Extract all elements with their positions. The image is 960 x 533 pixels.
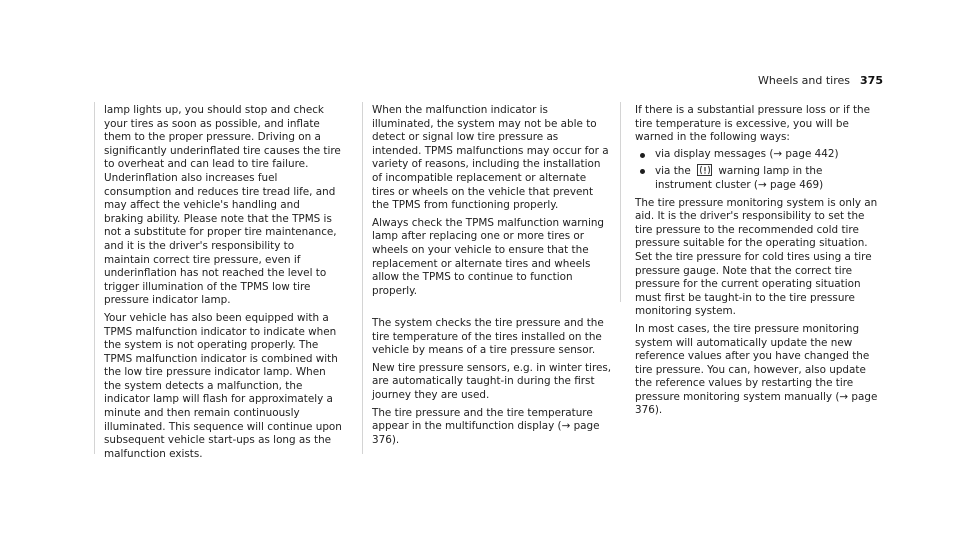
column-divider-middle	[362, 102, 363, 454]
column-divider-left	[94, 102, 95, 454]
page-header	[758, 74, 883, 87]
text-column-4	[635, 104, 880, 418]
section-title: Wheels and tires	[758, 74, 851, 87]
paragraph: In most cases, the tire pressure monitoring system will automatically update the new reference values after you have changed the tire pressure. You can, however, also update the reference values by restarting the tire pressure monitoring system manually (→ page 376).	[635, 322, 878, 417]
text-column-1	[104, 104, 342, 461]
page-number: 375	[860, 74, 883, 87]
paragraph: New tire pressure sensors, e.g. in winter tires, are automatically taught-in during the first journey they are used.	[372, 361, 612, 401]
paragraph: lamp lights up, you should stop and check your tires as soon as possible, and inflate them to the proper pressure. Driving on a significantly underinflated tire causes the tire to overheat and can lead to tire failure. Underinflation also increases fuel consumption and reduces tire tread life, and may affect the vehicle's handling and braking ability. Please note that the TPMS is not a substitute for proper tire maintenance, and it is the driver's responsibility to maintain correct tire pressure, even if underinflation has not reached the level to trigger illumination of the TPMS low tire pressure indicator lamp.	[104, 104, 341, 307]
list-item-text-post: warning lamp in the instrument cluster (→ page 469)	[655, 165, 824, 191]
paragraph: The tire pressure and the tire temperature appear in the multifunction display (→ page 376).	[372, 406, 600, 446]
tire-pressure-warning-icon	[697, 164, 712, 176]
paragraph: The tire pressure monitoring system is only an aid. It is the driver's responsibility to set the tire pressure to the recommended cold tire pressure suitable for the operating situation. Set the tire pressure for cold tires using a tire pressure gauge. Note that the correct tire pressure for the current operating situation must first be taught-in to the tire pressure monitoring system.	[635, 196, 878, 318]
paragraph: Always check the TPMS malfunction warning lamp after replacing one or more tires or wheels on your vehicle to ensure that the replacement or alternate tires and wheels allow the TPMS to continue to function properly.	[372, 216, 605, 297]
paragraph: The system checks the tire pressure and the tire temperature of the tires installed on the vehicle by means of a tire pressure sensor.	[372, 317, 604, 357]
text-column-3	[372, 317, 620, 447]
list-item-text-pre: via the	[655, 165, 691, 178]
paragraph: When the malfunction indicator is illuminated, the system may not be able to detect or signal low tire pressure as intended. TPMS malfunctions may occur for a variety of reasons, including the installation of incompatible replacement or alternate tires or wheels on the vehicle that prevent the TPMS from functioning properly.	[372, 104, 609, 212]
list-item	[635, 148, 880, 162]
list-item-text: via display messages (→ page 442)	[655, 147, 839, 160]
text-column-2	[372, 104, 610, 298]
column-divider-box	[620, 102, 621, 302]
bullet-dot	[640, 153, 645, 158]
bullet-dot	[640, 169, 645, 174]
paragraph: Your vehicle has also been equipped with a TPMS malfunction indicator to indicate when the system is not operating properly. The TPMS malfunction indicator is combined with the low tire pressure indicator lamp. When the system detects a malfunction, the indicator lamp will flash for approximately a minute and then remain continuously illuminated. This sequence will continue upon subsequent vehicle start-ups as long as the malfunction exists.	[104, 311, 342, 460]
paragraph: If there is a substantial pressure loss or if the tire temperature is excessive, you will be warned in the following ways:	[635, 104, 871, 144]
list-item	[635, 164, 880, 192]
